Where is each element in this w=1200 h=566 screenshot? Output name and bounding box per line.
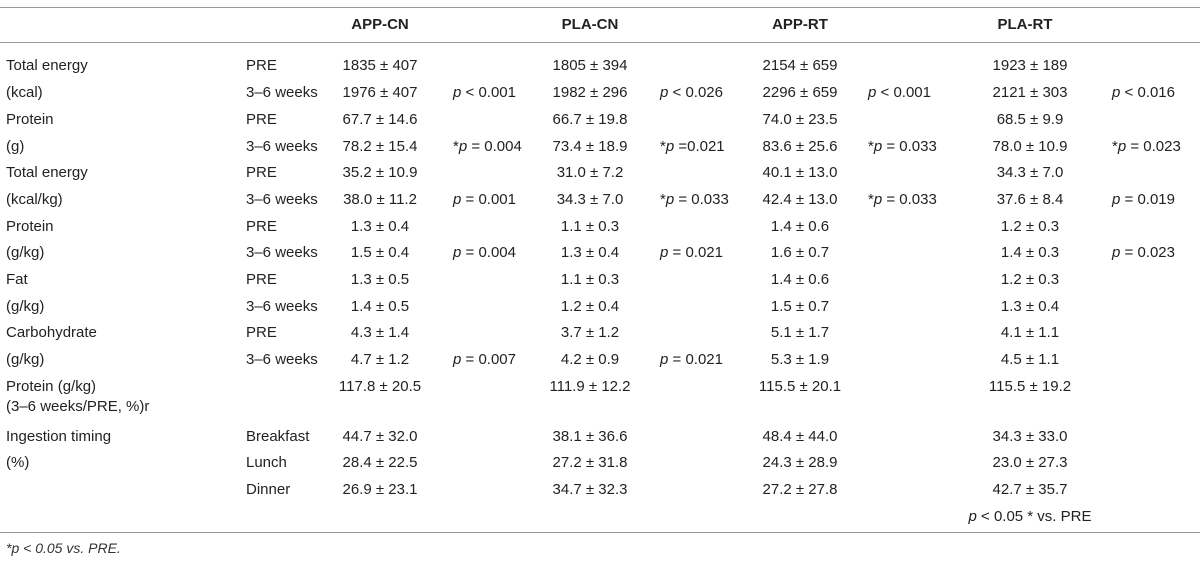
pvalue-cell: p = 0.007 [453, 351, 516, 368]
pvalue-cell: *p = 0.033 [868, 191, 937, 208]
row-label: Protein [6, 111, 54, 128]
row-timepoint: 3–6 weeks [246, 191, 318, 208]
pvalue-cell: *p = 0.033 [868, 138, 937, 155]
value-cell: 27.2 ± 31.8 [552, 454, 628, 471]
value-cell: 2121 ± 303 [992, 84, 1068, 101]
row-timepoint: PRE [246, 324, 277, 341]
pvalue-cell: p < 0.016 [1112, 84, 1175, 101]
row-label: Fat [6, 271, 28, 288]
row-label: (kcal/kg) [6, 191, 63, 208]
row-timepoint: PRE [246, 57, 277, 74]
row-timepoint: PRE [246, 271, 277, 288]
value-cell: 117.8 ± 20.5 [338, 378, 422, 395]
value-cell: 1.5 ± 0.4 [350, 244, 410, 261]
row-timepoint: Breakfast [246, 428, 310, 445]
value-cell: 27.2 ± 27.8 [762, 481, 838, 498]
value-cell: 1982 ± 296 [552, 84, 628, 101]
value-cell: 68.5 ± 9.9 [996, 111, 1064, 128]
value-cell: 5.3 ± 1.9 [770, 351, 830, 368]
value-cell: 78.0 ± 10.9 [992, 138, 1068, 155]
header-app-cn: APP-CN [351, 16, 409, 33]
value-cell: p < 0.05 * vs. PRE [968, 508, 1092, 525]
row-label: Protein [6, 218, 54, 235]
value-cell: 115.5 ± 20.1 [758, 378, 842, 395]
value-cell: 34.3 ± 33.0 [992, 428, 1068, 445]
value-cell: 2154 ± 659 [762, 57, 838, 74]
header-app-rt: APP-RT [772, 16, 828, 33]
value-cell: 37.6 ± 8.4 [996, 191, 1064, 208]
row-timepoint: Dinner [246, 481, 291, 498]
row-label: Protein (g/kg) [6, 378, 97, 395]
value-cell: 38.0 ± 11.2 [343, 191, 417, 208]
value-cell: 1.6 ± 0.7 [770, 244, 830, 261]
row-label: Carbohydrate [6, 324, 97, 341]
value-cell: 74.0 ± 23.5 [762, 111, 838, 128]
value-cell: 24.3 ± 28.9 [762, 454, 838, 471]
row-label: (g/kg) [6, 244, 45, 261]
value-cell: 111.9 ± 12.2 [549, 378, 631, 395]
value-cell: 26.9 ± 23.1 [342, 481, 418, 498]
value-cell: 1.4 ± 0.6 [770, 271, 830, 288]
value-cell: 34.3 ± 7.0 [996, 164, 1064, 181]
pvalue-cell: p < 0.001 [453, 84, 516, 101]
pvalue-cell: p = 0.001 [453, 191, 516, 208]
row-timepoint: PRE [246, 164, 277, 181]
value-cell: 23.0 ± 27.3 [992, 454, 1068, 471]
pvalue-cell: p = 0.023 [1112, 244, 1175, 261]
row-label: (g/kg) [6, 351, 45, 368]
pvalue-cell: p < 0.026 [660, 84, 723, 101]
pvalue-cell: *p = 0.004 [453, 138, 522, 155]
pvalue-cell: *p = 0.023 [1112, 138, 1181, 155]
table-footnote: *p < 0.05 vs. PRE. [6, 540, 121, 556]
pvalue-cell: p = 0.021 [660, 351, 723, 368]
value-cell: 38.1 ± 36.6 [552, 428, 628, 445]
row-label: (g/kg) [6, 298, 45, 315]
value-cell: 1.1 ± 0.3 [560, 271, 620, 288]
header-pla-cn: PLA-CN [561, 16, 619, 33]
value-cell: 1976 ± 407 [342, 84, 418, 101]
top-rule [0, 7, 1200, 8]
pvalue-cell: p = 0.019 [1112, 191, 1175, 208]
value-cell: 1.4 ± 0.6 [770, 218, 830, 235]
value-cell: 78.2 ± 15.4 [342, 138, 418, 155]
header-rule [0, 42, 1200, 43]
pvalue-cell: *p = 0.033 [660, 191, 729, 208]
value-cell: 1.3 ± 0.4 [350, 218, 410, 235]
value-cell: 1.2 ± 0.3 [1000, 271, 1060, 288]
value-cell: 1923 ± 189 [992, 57, 1068, 74]
value-cell: 34.7 ± 32.3 [552, 481, 628, 498]
value-cell: 4.3 ± 1.4 [350, 324, 410, 341]
row-timepoint: PRE [246, 111, 277, 128]
row-timepoint: 3–6 weeks [246, 138, 318, 155]
value-cell: 1.4 ± 0.5 [350, 298, 410, 315]
row-label: Ingestion timing [6, 428, 112, 445]
value-cell: 4.7 ± 1.2 [350, 351, 410, 368]
value-cell: 42.4 ± 13.0 [762, 191, 838, 208]
row-timepoint: 3–6 weeks [246, 351, 318, 368]
bottom-rule [0, 532, 1200, 533]
value-cell: 4.5 ± 1.1 [1000, 351, 1060, 368]
value-cell: 115.5 ± 19.2 [988, 378, 1072, 395]
pvalue-cell: p = 0.004 [453, 244, 516, 261]
value-cell: 1.2 ± 0.4 [560, 298, 620, 315]
value-cell: 48.4 ± 44.0 [762, 428, 838, 445]
pvalue-cell: p = 0.021 [660, 244, 723, 261]
row-timepoint: 3–6 weeks [246, 84, 318, 101]
value-cell: 1.4 ± 0.3 [1000, 244, 1060, 261]
value-cell: 40.1 ± 13.0 [762, 164, 838, 181]
row-timepoint: PRE [246, 218, 277, 235]
row-label: (g) [6, 138, 25, 155]
row-label: (3–6 weeks/PRE, %)r [6, 398, 150, 415]
pvalue-cell: p < 0.001 [868, 84, 931, 101]
value-cell: 35.2 ± 10.9 [342, 164, 418, 181]
value-cell: 1805 ± 394 [552, 57, 628, 74]
value-cell: 83.6 ± 25.6 [762, 138, 838, 155]
value-cell: 2296 ± 659 [762, 84, 838, 101]
value-cell: 73.4 ± 18.9 [552, 138, 628, 155]
pvalue-cell: *p =0.021 [660, 138, 725, 155]
row-label: (%) [6, 454, 30, 471]
value-cell: 66.7 ± 19.8 [552, 111, 628, 128]
value-cell: 31.0 ± 7.2 [556, 164, 624, 181]
value-cell: 1.2 ± 0.3 [1000, 218, 1060, 235]
value-cell: 4.2 ± 0.9 [560, 351, 620, 368]
value-cell: 1.1 ± 0.3 [560, 218, 620, 235]
value-cell: 42.7 ± 35.7 [992, 481, 1068, 498]
row-timepoint: 3–6 weeks [246, 298, 318, 315]
value-cell: 1.3 ± 0.4 [1000, 298, 1060, 315]
header-pla-rt: PLA-RT [997, 16, 1053, 33]
value-cell: 34.3 ± 7.0 [556, 191, 624, 208]
row-timepoint: Lunch [246, 454, 287, 471]
row-label: Total energy [6, 57, 88, 74]
value-cell: 67.7 ± 14.6 [342, 111, 418, 128]
value-cell: 1.3 ± 0.5 [350, 271, 410, 288]
value-cell: 1.5 ± 0.7 [770, 298, 830, 315]
row-label: Total energy [6, 164, 88, 181]
value-cell: 44.7 ± 32.0 [342, 428, 418, 445]
value-cell: 3.7 ± 1.2 [560, 324, 620, 341]
value-cell: 4.1 ± 1.1 [1000, 324, 1060, 341]
row-timepoint: 3–6 weeks [246, 244, 318, 261]
value-cell: 5.1 ± 1.7 [770, 324, 830, 341]
value-cell: 1.3 ± 0.4 [560, 244, 620, 261]
value-cell: 28.4 ± 22.5 [342, 454, 418, 471]
row-label: (kcal) [6, 84, 43, 101]
value-cell: 1835 ± 407 [342, 57, 418, 74]
